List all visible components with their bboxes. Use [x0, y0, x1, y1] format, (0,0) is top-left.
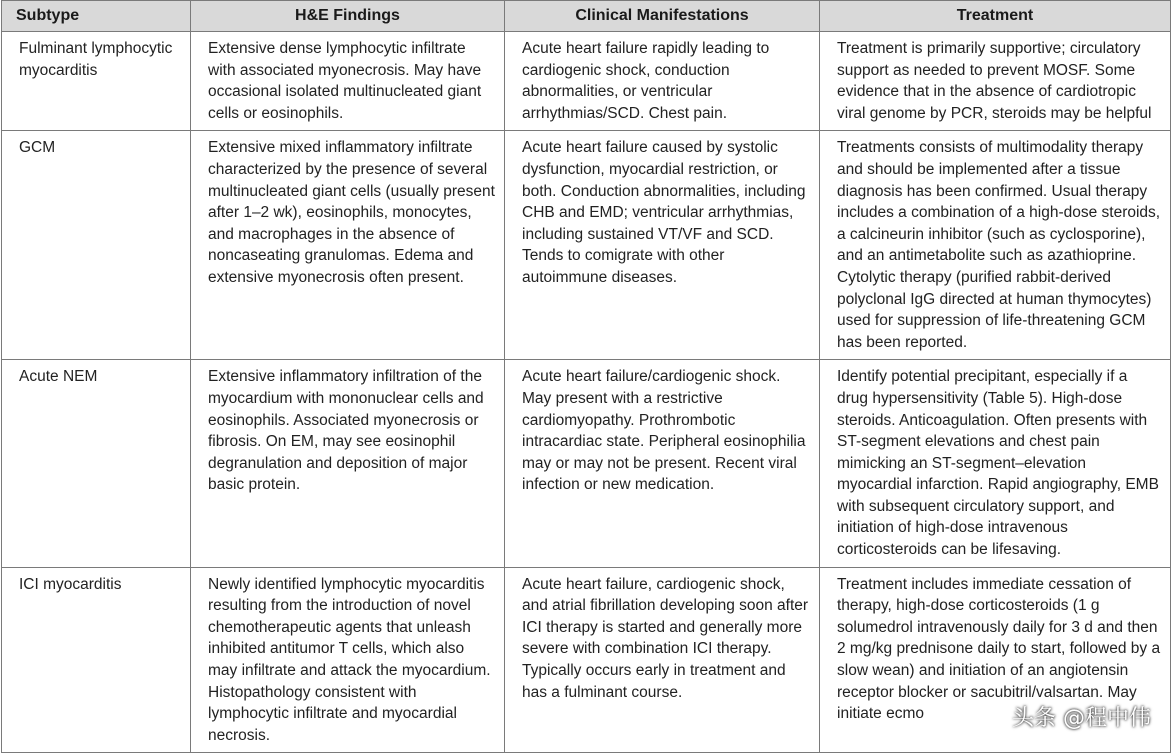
table-row	[2, 567, 1171, 753]
cell-he-findings: Extensive inflammatory infiltration of the myocardium with mononuclear cells and eosinophils. Associated myonecrosis or fibrosis. On EM, may see eosinophil degranulation and deposition of major basic protein.	[191, 360, 505, 567]
header-row	[2, 1, 1171, 32]
cell-clinical-manifestations: Acute heart failure/cardiogenic shock. May present with a restrictive cardiomyopathy. Prothrombotic intracardiac state. Peripheral eosinophilia may or may not be present. Recent viral infection or new medication.	[505, 360, 820, 567]
cell-treatment: Identify potential precipitant, especially if a drug hypersensitivity (Table 5). High-dose steroids. Anticoagulation. Often presents with ST-segment elevations and chest pain mimicking an ST-segment–elevation myocardial infarction. Rapid angiography, EMB with subsequent circulatory support, and initiation of high-dose intravenous corticosteroids can be lifesaving.	[820, 360, 1171, 567]
cell-he-findings: Newly identified lymphocytic myocarditis resulting from the introduction of novel chemotherapeutic agents that unleash inhibited antitumor T cells, which also may infiltrate and attack the myocardium. Histopathology consistent with lymphocytic infiltrate and myocardial necrosis.	[191, 567, 505, 753]
cell-he-findings: Extensive mixed inflammatory infiltrate characterized by the presence of several multinucleated giant cells (usually present after 1–2 wk), eosinophils, monocytes, and macrophages in the absence of noncaseating granulomas. Edema and extensive myonecrosis often present.	[191, 131, 505, 360]
cell-clinical-manifestations: Acute heart failure rapidly leading to cardiogenic shock, conduction abnormalities, or ventricular arrhythmias/SCD. Chest pain.	[505, 32, 820, 131]
cell-subtype: ICI myocarditis	[2, 567, 191, 753]
header-subtype: Subtype	[2, 1, 191, 32]
cell-he-findings: Extensive dense lymphocytic infiltrate with associated myonecrosis. May have occasional isolated multinucleated giant cells or eosinophils.	[191, 32, 505, 131]
header-clinical-manifestations: Clinical Manifestations	[505, 1, 820, 32]
table-row	[2, 131, 1171, 360]
cell-subtype: Acute NEM	[2, 360, 191, 567]
cell-clinical-manifestations: Acute heart failure caused by systolic dysfunction, myocardial restriction, or both. Conduction abnormalities, including CHB and EMD; ventricular arrhythmias, including sustained VT/VF and SCD. Tends to comigrate with other autoimmune diseases.	[505, 131, 820, 360]
cell-treatment: Treatments consists of multimodality therapy and should be implemented after a tissue diagnosis has been confirmed. Usual therapy includes a combination of a high-dose steroids, a calcineurin inhibitor (such as cyclosporine), and an antimetabolite such as azathioprine. Cytolytic therapy (purified rabbit-derived polyclonal IgG directed at human thymocytes) used for suppression of life-threatening GCM has been reported.	[820, 131, 1171, 360]
cell-subtype: Fulminant lymphocytic myocarditis	[2, 32, 191, 131]
watermark: 头条 @程中伟	[1012, 706, 1151, 731]
table-row	[2, 32, 1171, 131]
header-he-findings: H&E Findings	[191, 1, 505, 32]
cell-treatment: Treatment is primarily supportive; circulatory support as needed to prevent MOSF. Some evidence that in the absence of cardiotropic viral genome by PCR, steroids may be helpful	[820, 32, 1171, 131]
cell-treatment: Treatment includes immediate cessation of therapy, high-dose corticosteroids (1 g solumedrol intravenously daily for 3 d and then 2 mg/kg prednisone daily to start, followed by a slow wean) and initiation of an angiotensin receptor blocker or sacubitril/valsartan. May initiate ecmo	[820, 567, 1171, 753]
cell-subtype: GCM	[2, 131, 191, 360]
table-row	[2, 360, 1171, 567]
header-treatment: Treatment	[820, 1, 1171, 32]
myocarditis-subtypes-table	[1, 0, 1171, 753]
cell-clinical-manifestations: Acute heart failure, cardiogenic shock, and atrial fibrillation developing soon after ICI therapy is started and generally more severe with combination ICI therapy. Typically occurs early in treatment and has a fulminant course.	[505, 567, 820, 753]
